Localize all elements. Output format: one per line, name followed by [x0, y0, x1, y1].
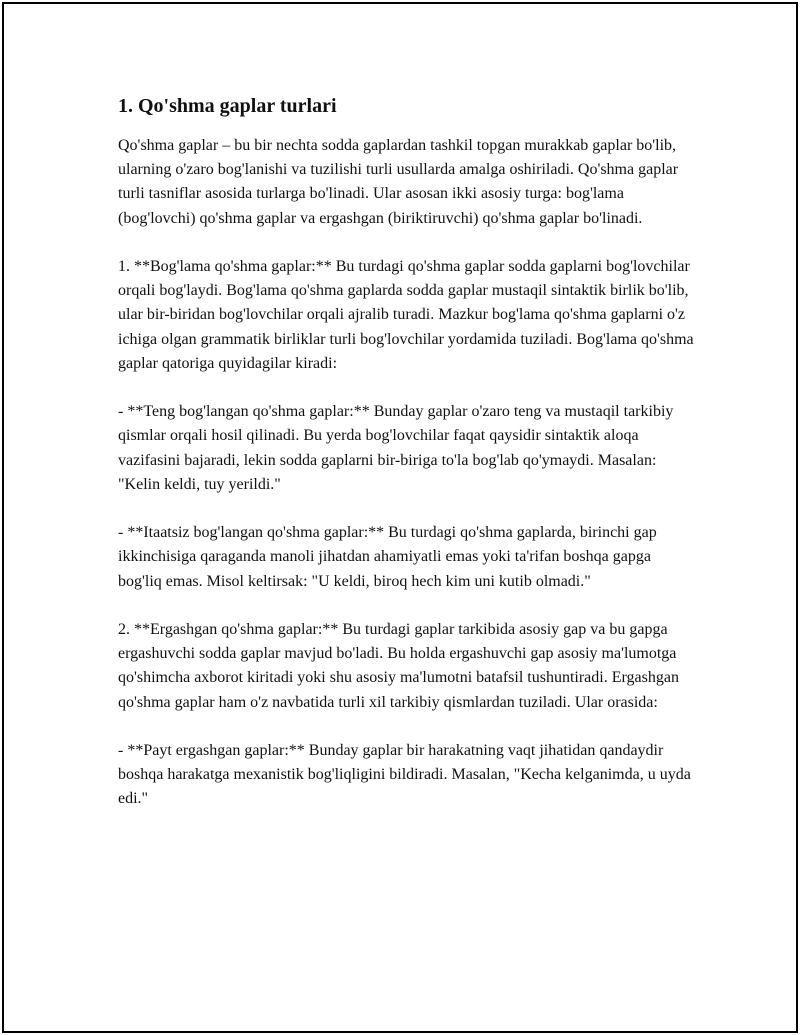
document-title: 1. Qo'shma gaplar turlari — [118, 95, 337, 117]
subsection-2a-paragraph: - **Payt ergashgan gaplar:** Bunday gaplar bir harakatning vaqt jihatidan qandaydir boshqa harakatga mexanistik bog'liqligini bildiradi. Masalan, "Kecha kelganimda, u uyda edi." — [118, 742, 691, 808]
paragraph-spacer — [118, 497, 698, 521]
paragraph-spacer — [118, 231, 698, 255]
subsection-1a-paragraph: - **Teng bog'langan qo'shma gaplar:** Bunday gaplar o'zaro teng va mustaqil tarkibiy qismlar orqali hosil qilinadi. Bu yerda bog'lovchilar faqat qaysidir sintaktik aloqa vazifasini bajaradi, lekin sodda gaplarni bir-biriga to'la bog'lab qo'ymaydi. Masalan: "Kelin keldi, tuy yerildi." — [118, 403, 674, 493]
document-body — [118, 92, 698, 812]
paragraph-spacer — [118, 715, 698, 739]
section-2-paragraph: 2. **Ergashgan qo'shma gaplar:** Bu turdagi gaplar tarkibida asosiy gap va bu gapga ergashuvchi sodda gaplar mavjud bo'ladi. Bu holda ergashuvchi gap asosiy ma'lumotga qo'shimcha axborot kiritadi yoki shu asosiy ma'lumotni batafsil tushuntiradi. Ergashgan qo'shma gaplar ham o'z navbatida turli xil tarkibiy qismlardan tuziladi. Ular orasida: — [118, 621, 679, 711]
section-1-paragraph: 1. **Bog'lama qo'shma gaplar:** Bu turdagi qo'shma gaplar sodda gaplarni bog'lovchilar orqali bog'laydi. Bog'lama qo'shma gaplarda sodda gaplar mustaqil sintaktik birlik bo'lib, ular bir-biridan bog'lovchilar orqali ajralib turadi. Mazkur bog'lama qo'shma gaplarni o'z ichiga olgan grammatik birliklar turli bog'lovchilar yordamida tuziladi. Bog'lama qo'shma gaplar qatoriga quyidagilar kiradi: — [118, 258, 694, 372]
paragraph-spacer — [118, 376, 698, 400]
intro-paragraph: Qo'shma gaplar – bu bir nechta sodda gaplardan tashkil topgan murakkab gaplar bo'lib, ularning o'zaro bog'lanishi va tuzilishi turli usullarda amalga oshiriladi. Qo'shma gaplar turli tasniflar asosida turlarga bo'linadi. Ular asosan ikki asosiy turga: bog'lama (bog'lovchi) qo'shma gaplar va ergashgan (biriktiruvchi) qo'shma gaplar bo'linadi. — [118, 137, 679, 227]
paragraph-spacer — [118, 594, 698, 618]
subsection-1b-paragraph: - **Itaatsiz bog'langan qo'shma gaplar:** Bu turdagi qo'shma gaplarda, birinchi gap ikkinchisiga qaraganda manoli jihatdan ahamiyatli emas yoki ta'rifan boshqa gapga bog'liq emas. Misol keltirsak: "U keldi, biroq hech kim uni kutib olmadi." — [118, 524, 657, 590]
